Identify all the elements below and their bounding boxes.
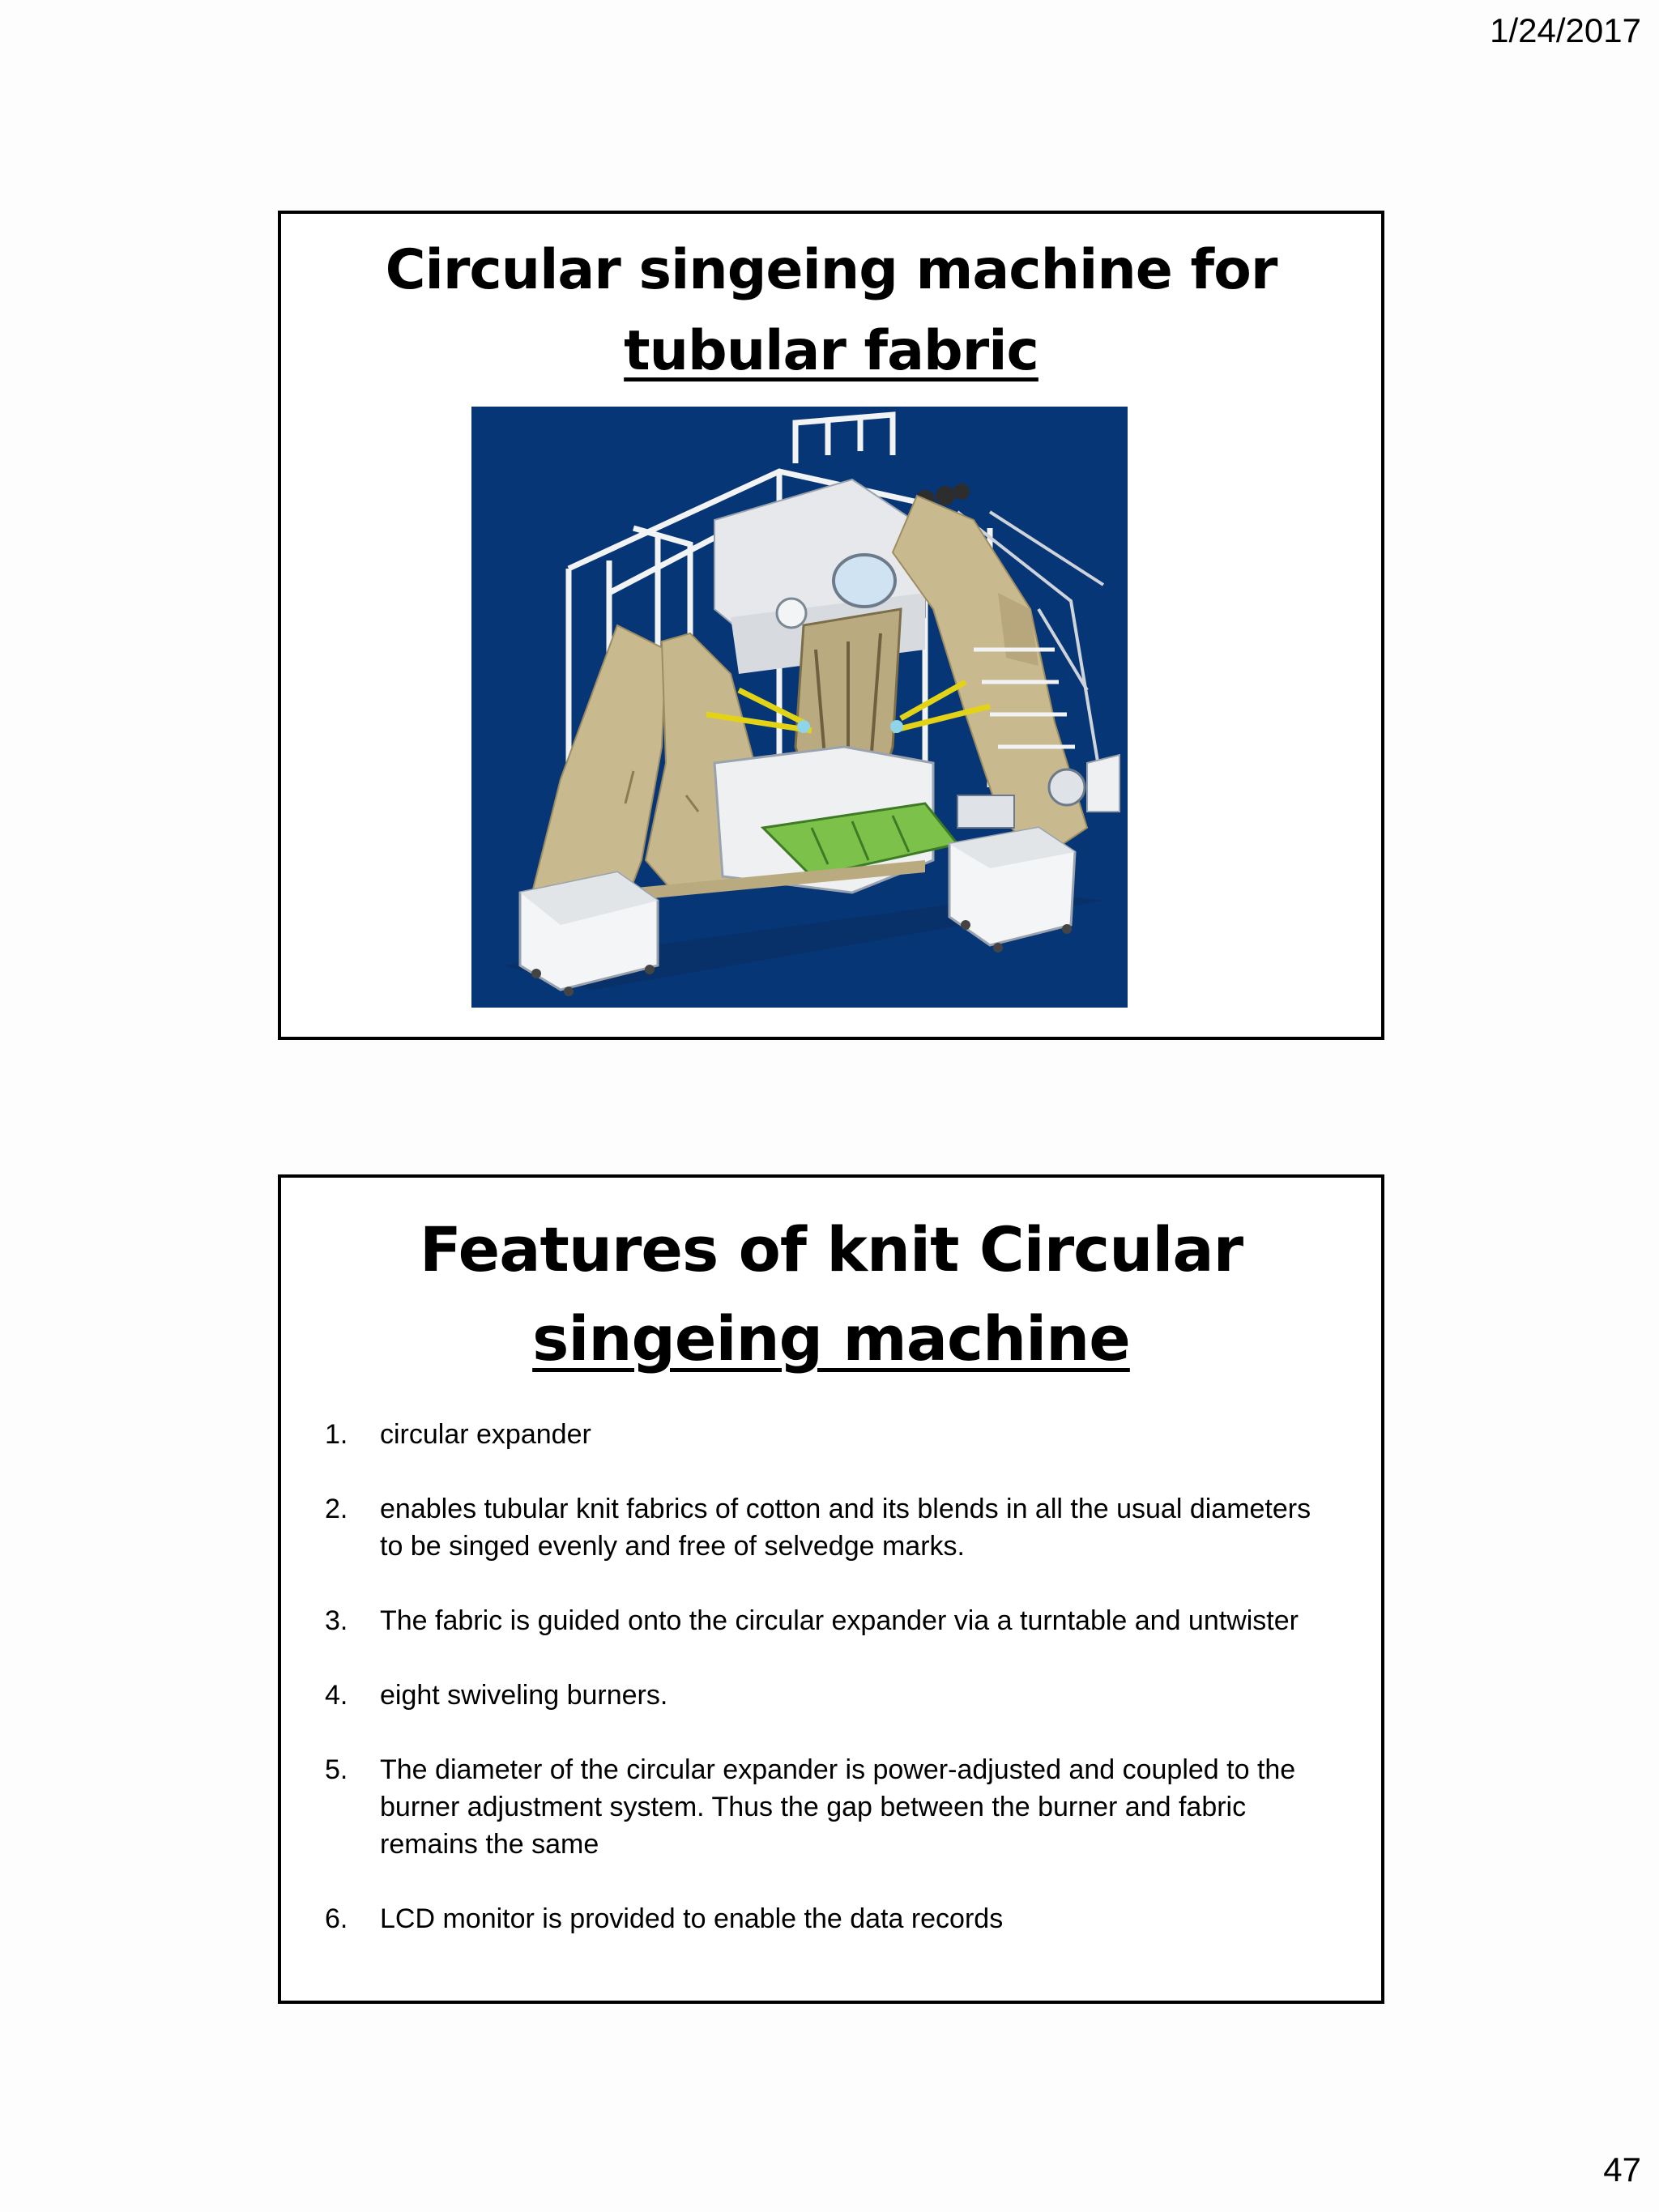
page-number: 47: [1603, 2150, 1641, 2189]
item-text: enables tubular knit fabrics of cotton and its blends in all the usual diameters to be singed evenly and free of selvedge marks.: [380, 1494, 1311, 1562]
list-item: [325, 1602, 1341, 1639]
item-text: The fabric is guided onto the circular expander via a turntable and untwister: [380, 1605, 1299, 1636]
list-item: [325, 1416, 1341, 1453]
slide-title: [281, 230, 1381, 392]
slide-title: [281, 1205, 1381, 1383]
slide-machine-illustration: [278, 211, 1384, 1040]
item-number: 4.: [325, 1680, 348, 1711]
title-line-1: Circular singeing machine for: [385, 238, 1277, 302]
item-number: 2.: [325, 1494, 348, 1524]
list-item: [325, 1490, 1341, 1565]
title-line-2: [281, 311, 1381, 392]
title-line-2-underlined: tubular fabric: [624, 319, 1038, 383]
item-number: 1.: [325, 1419, 348, 1450]
title-line-1: Features of knit Circular: [419, 1213, 1243, 1285]
list-item: [325, 1751, 1341, 1863]
item-number: 6.: [325, 1903, 348, 1934]
page-date: 1/24/2017: [1490, 11, 1641, 49]
item-number: 3.: [325, 1605, 348, 1636]
list-item: [325, 1900, 1341, 1937]
item-number: 5.: [325, 1754, 348, 1785]
item-text: circular expander: [380, 1419, 591, 1450]
slide-features: [278, 1174, 1384, 2004]
machine-drawing: [471, 407, 1128, 1008]
title-line-2-underlined: singeing machine: [532, 1302, 1130, 1375]
features-list: [281, 1416, 1381, 1937]
item-text: The diameter of the circular expander is power-adjusted and coupled to the burner adjustment system. Thus the gap between the burner and fabric remains the same: [380, 1754, 1296, 1860]
item-text: eight swiveling burners.: [380, 1680, 668, 1711]
machine-illustration: [471, 407, 1128, 1008]
item-text: LCD monitor is provided to enable the data records: [380, 1903, 1004, 1934]
title-line-2: [281, 1294, 1381, 1383]
list-item: [325, 1677, 1341, 1714]
